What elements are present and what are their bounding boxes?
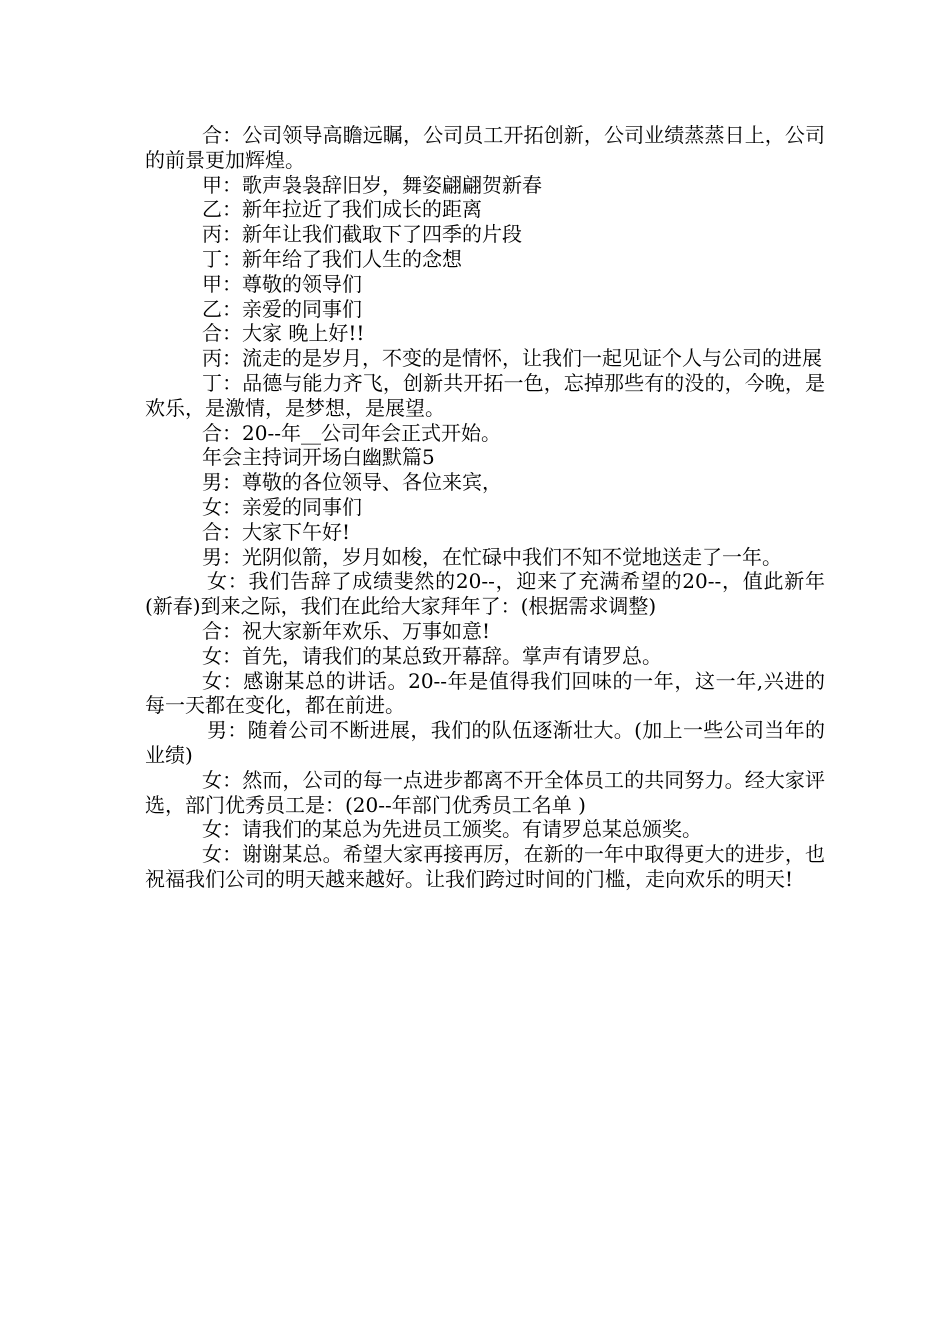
document-body bbox=[145, 123, 825, 892]
paragraph: 男：尊敬的各位领导、各位来宾， bbox=[202, 470, 502, 495]
paragraph: 女：谢谢某总。希望大家再接再厉，在新的一年中取得更大的进步，也祝福我们公司的明天越来越好。让我们跨过时间的门槛，走向欢乐的明天! bbox=[145, 842, 825, 891]
paragraph: 女：首先，请我们的某总致开幕辞。掌声有请罗总。 bbox=[202, 643, 662, 668]
paragraph: 丁：新年给了我们人生的念想 bbox=[202, 246, 462, 271]
paragraph: 合：20--年__公司年会正式开始。 bbox=[202, 420, 501, 445]
paragraph: 男：光阴似箭，岁月如梭，在忙碌中我们不知不觉地送走了一年。 bbox=[202, 544, 782, 569]
paragraph: 男：随着公司不断进展，我们的队伍逐渐壮大。(加上一些公司当年的业绩) bbox=[145, 718, 825, 767]
paragraph: 女：亲爱的同事们 bbox=[202, 494, 362, 519]
paragraph: 女：请我们的某总为先进员工颁奖。有请罗总某总颁奖。 bbox=[202, 817, 702, 842]
paragraph: 合：大家下午好! bbox=[202, 519, 351, 544]
paragraph: 丙：新年让我们截取下了四季的片段 bbox=[202, 222, 522, 247]
paragraph: 乙：新年拉近了我们成长的距离 bbox=[202, 197, 482, 222]
paragraph: 合：大家 晚上好!! bbox=[202, 321, 365, 346]
paragraph: 丙：流走的是岁月，不变的是情怀，让我们一起见证个人与公司的进展 bbox=[202, 346, 822, 371]
paragraph: 甲：尊敬的领导们 bbox=[202, 271, 362, 296]
paragraph: 乙：亲爱的同事们 bbox=[202, 296, 362, 321]
paragraph: 甲：歌声袅袅辞旧岁，舞姿翩翩贺新春 bbox=[202, 172, 542, 197]
paragraph: 合：公司领导高瞻远瞩，公司员工开拓创新，公司业绩蒸蒸日上，公司的前景更加辉煌。 bbox=[145, 123, 825, 172]
paragraph: 女：然而，公司的每一点进步都离不开全体员工的共同努力。经大家评选，部门优秀员工是：(20--年部门优秀员工名单 ) bbox=[145, 767, 825, 817]
paragraph: 女：感谢某总的讲话。20--年是值得我们回味的一年，这一年,兴进的每一天都在变化，都在前进。 bbox=[145, 668, 825, 718]
section-heading: 年会主持词开场白幽默篇5 bbox=[202, 445, 435, 470]
paragraph: 丁：品德与能力齐飞，创新共开拓一色，忘掉那些有的没的，今晚，是欢乐，是激情，是梦想，是展望。 bbox=[145, 370, 825, 420]
paragraph: 合：祝大家新年欢乐、万事如意! bbox=[202, 618, 491, 643]
paragraph: 女：我们告辞了成绩斐然的20--，迎来了充满希望的20--，值此新年(新春)到来之际，我们在此给大家拜年了：(根据需求调整) bbox=[145, 569, 825, 619]
